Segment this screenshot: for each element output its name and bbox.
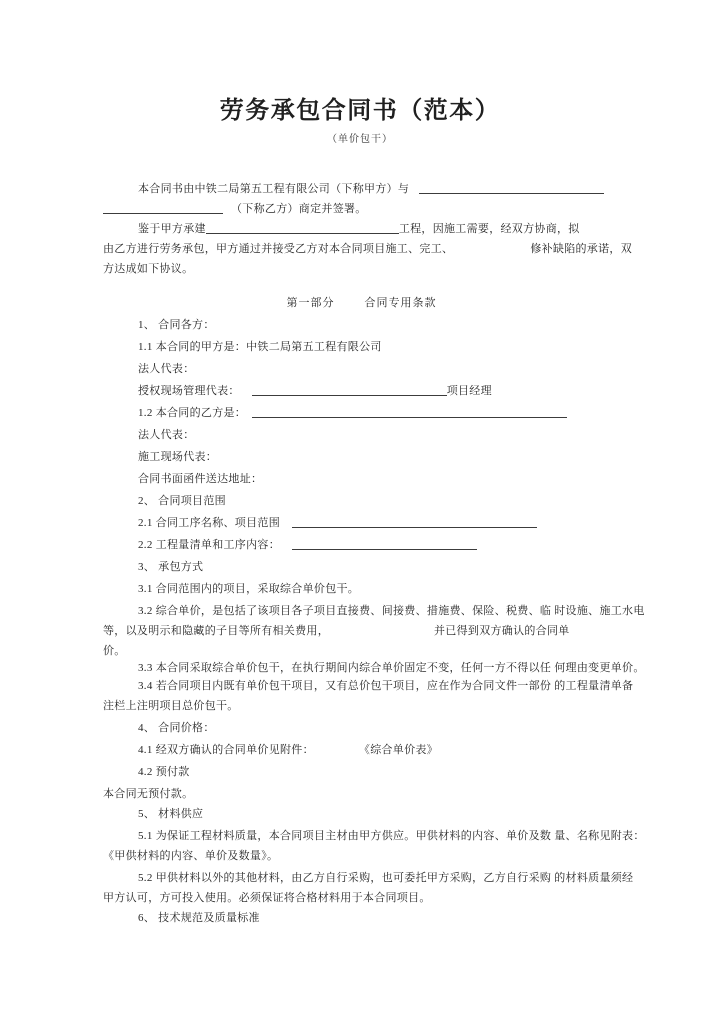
text-run: 修补缺陷的承诺，双 [530,243,633,255]
clause-4-1 [103,740,620,760]
text-run: 6、 技术规范及质量标准 [138,912,260,924]
clause-3-1 [103,579,620,599]
text-run: 项目经理 [446,385,492,397]
clause-2-1 [103,513,620,533]
text-run: 5.1 为保证工程材料质量，本合同项目主材由甲方供应。甲供材料的内容、单价及数 量、名称见附表： [138,830,645,842]
text-run: 方达成如下协议。 [103,263,194,275]
spacer [223,211,231,212]
spacer [240,393,252,394]
text-run: 鉴于甲方承建 [138,223,206,235]
text-run: 1.1 本合同的甲方是：中铁二局第五工程有限公司 [138,341,382,353]
text-run: 《综合单价表》 [358,744,439,756]
spacer [314,752,359,753]
whereas-line-3 [103,259,620,279]
fill-in-blank [292,537,477,550]
fill-in-blank [252,405,567,418]
text-run: 4.1 经双方确认的合同单价见附件： [138,744,314,756]
clause-site-rep [103,447,620,467]
clause-auth-rep [103,381,620,401]
text-run: 4.2 预付款 [138,766,190,778]
clause-3 [103,557,620,577]
clause-2-2 [103,535,620,555]
clause-4 [103,718,620,738]
spacer [453,251,530,252]
preamble-line-1 [103,179,620,199]
document-body [0,179,720,928]
text-run: 由乙方进行劳务承包，甲方通过并接受乙方对本合同项目施工、完工、 [103,243,454,255]
spacer [409,191,419,192]
text-run: 2、 合同项目范围 [138,495,226,507]
text-run: 工程，因施工需要，经双方协商，拟 [398,223,580,235]
text-run: 授权现场管理代表： [138,385,240,397]
text-run: 3.1 合同范围内的项目，采取综合单价包干。 [138,583,360,595]
whereas-line-2 [103,239,633,259]
text-run: 1、 合同各方： [138,319,215,331]
text-run: 5、 材料供应 [138,808,204,820]
text-run: 4、 合同价格： [138,722,215,734]
clause-2 [103,491,620,511]
spacer [280,547,292,548]
clause-mail-address [103,469,620,489]
clause-5-1a [103,826,645,846]
text-run: （下称乙方）商定并签署。 [231,203,367,215]
clause-legal-rep-b [103,425,620,445]
fill-in-blank [292,515,537,528]
text-run: 3、 承包方式 [138,561,204,573]
document-title: 劳务承包合同书（范本） [219,98,501,124]
text-run: 等，以及明示和隐藏的子目等所有相关费用， [103,625,329,637]
text-run: 3.2 综合单价，是包括了该项目各子项目直接费、间接费、措施费、保险、税费、临 时设施、施工水电 [138,605,645,617]
clause-3-3 [103,658,645,678]
clause-1 [103,315,620,335]
document-subtitle: （单价包干） [327,134,393,145]
clause-3-4b [103,696,620,716]
fill-in-blank [252,383,447,396]
text-run: 3.3 本合同采取综合单价包干，在执行期间内综合单价固定不变，任何一方不得以任 何理由变更单价。 [138,662,645,674]
text-run: 2.2 工程量清单和工序内容： [138,539,280,551]
clause-3-2b [103,621,620,641]
text-run: 《甲供材料的内容、单价及数量》。 [103,850,279,862]
text-run: 施工现场代表： [138,451,218,463]
clause-3-2a [103,601,645,621]
text-run: 第一部分 [286,297,335,309]
text-run: 甲方认可，方可投入使用。必须保证将合格材料用于本合同项目。 [103,892,431,904]
whereas-line-1 [103,219,620,239]
text-run: 价。 [103,645,126,657]
clause-4-2 [103,762,620,782]
text-run: 2.1 合同工序名称、项目范围 [138,517,280,529]
text-run: 并已得到双方确认的合同单 [434,625,570,637]
clause-3-4a [103,676,634,696]
preamble-line-2 [103,199,620,219]
text-run: 本合同无预付款。 [103,788,194,800]
spacer [280,525,292,526]
clause-1-1 [103,337,620,357]
text-run: 合同书面函件送达地址： [138,473,263,485]
text-run: 本合同书由中铁二局第五工程有限公司（下称甲方）与 [138,183,410,195]
text-run: 5.2 甲供材料以外的其他材料，由乙方自行采购，也可委托甲方采购，乙方自行采购 的材料质量须经 [138,872,634,884]
clause-4-2-note [103,784,620,804]
fill-in-blank [206,221,399,234]
clause-5 [103,804,620,824]
clause-5-2a [103,868,634,888]
spacer [335,305,365,306]
part1-heading [103,293,620,313]
clause-5-2b [103,888,620,908]
fill-in-blank [419,181,604,194]
clause-5-1b [103,846,620,866]
fill-in-blank [103,201,223,214]
text-run: 1.2 本合同的乙方是： [138,407,247,419]
clause-legal-rep-a [103,359,620,379]
spacer [329,633,434,634]
text-run: 3.4 若合同项目内既有单价包干项目，又有总价包干项目，应在作为合同文件一部份 的工程量清单备 [138,680,634,692]
text-run: 注栏上注明项目总价包干。 [103,700,239,712]
text-run: 合同专用条款 [364,297,437,309]
text-run: 法人代表： [138,429,195,441]
clause-1-2 [103,403,620,423]
clause-6 [103,908,620,928]
text-run: 法人代表： [138,363,195,375]
